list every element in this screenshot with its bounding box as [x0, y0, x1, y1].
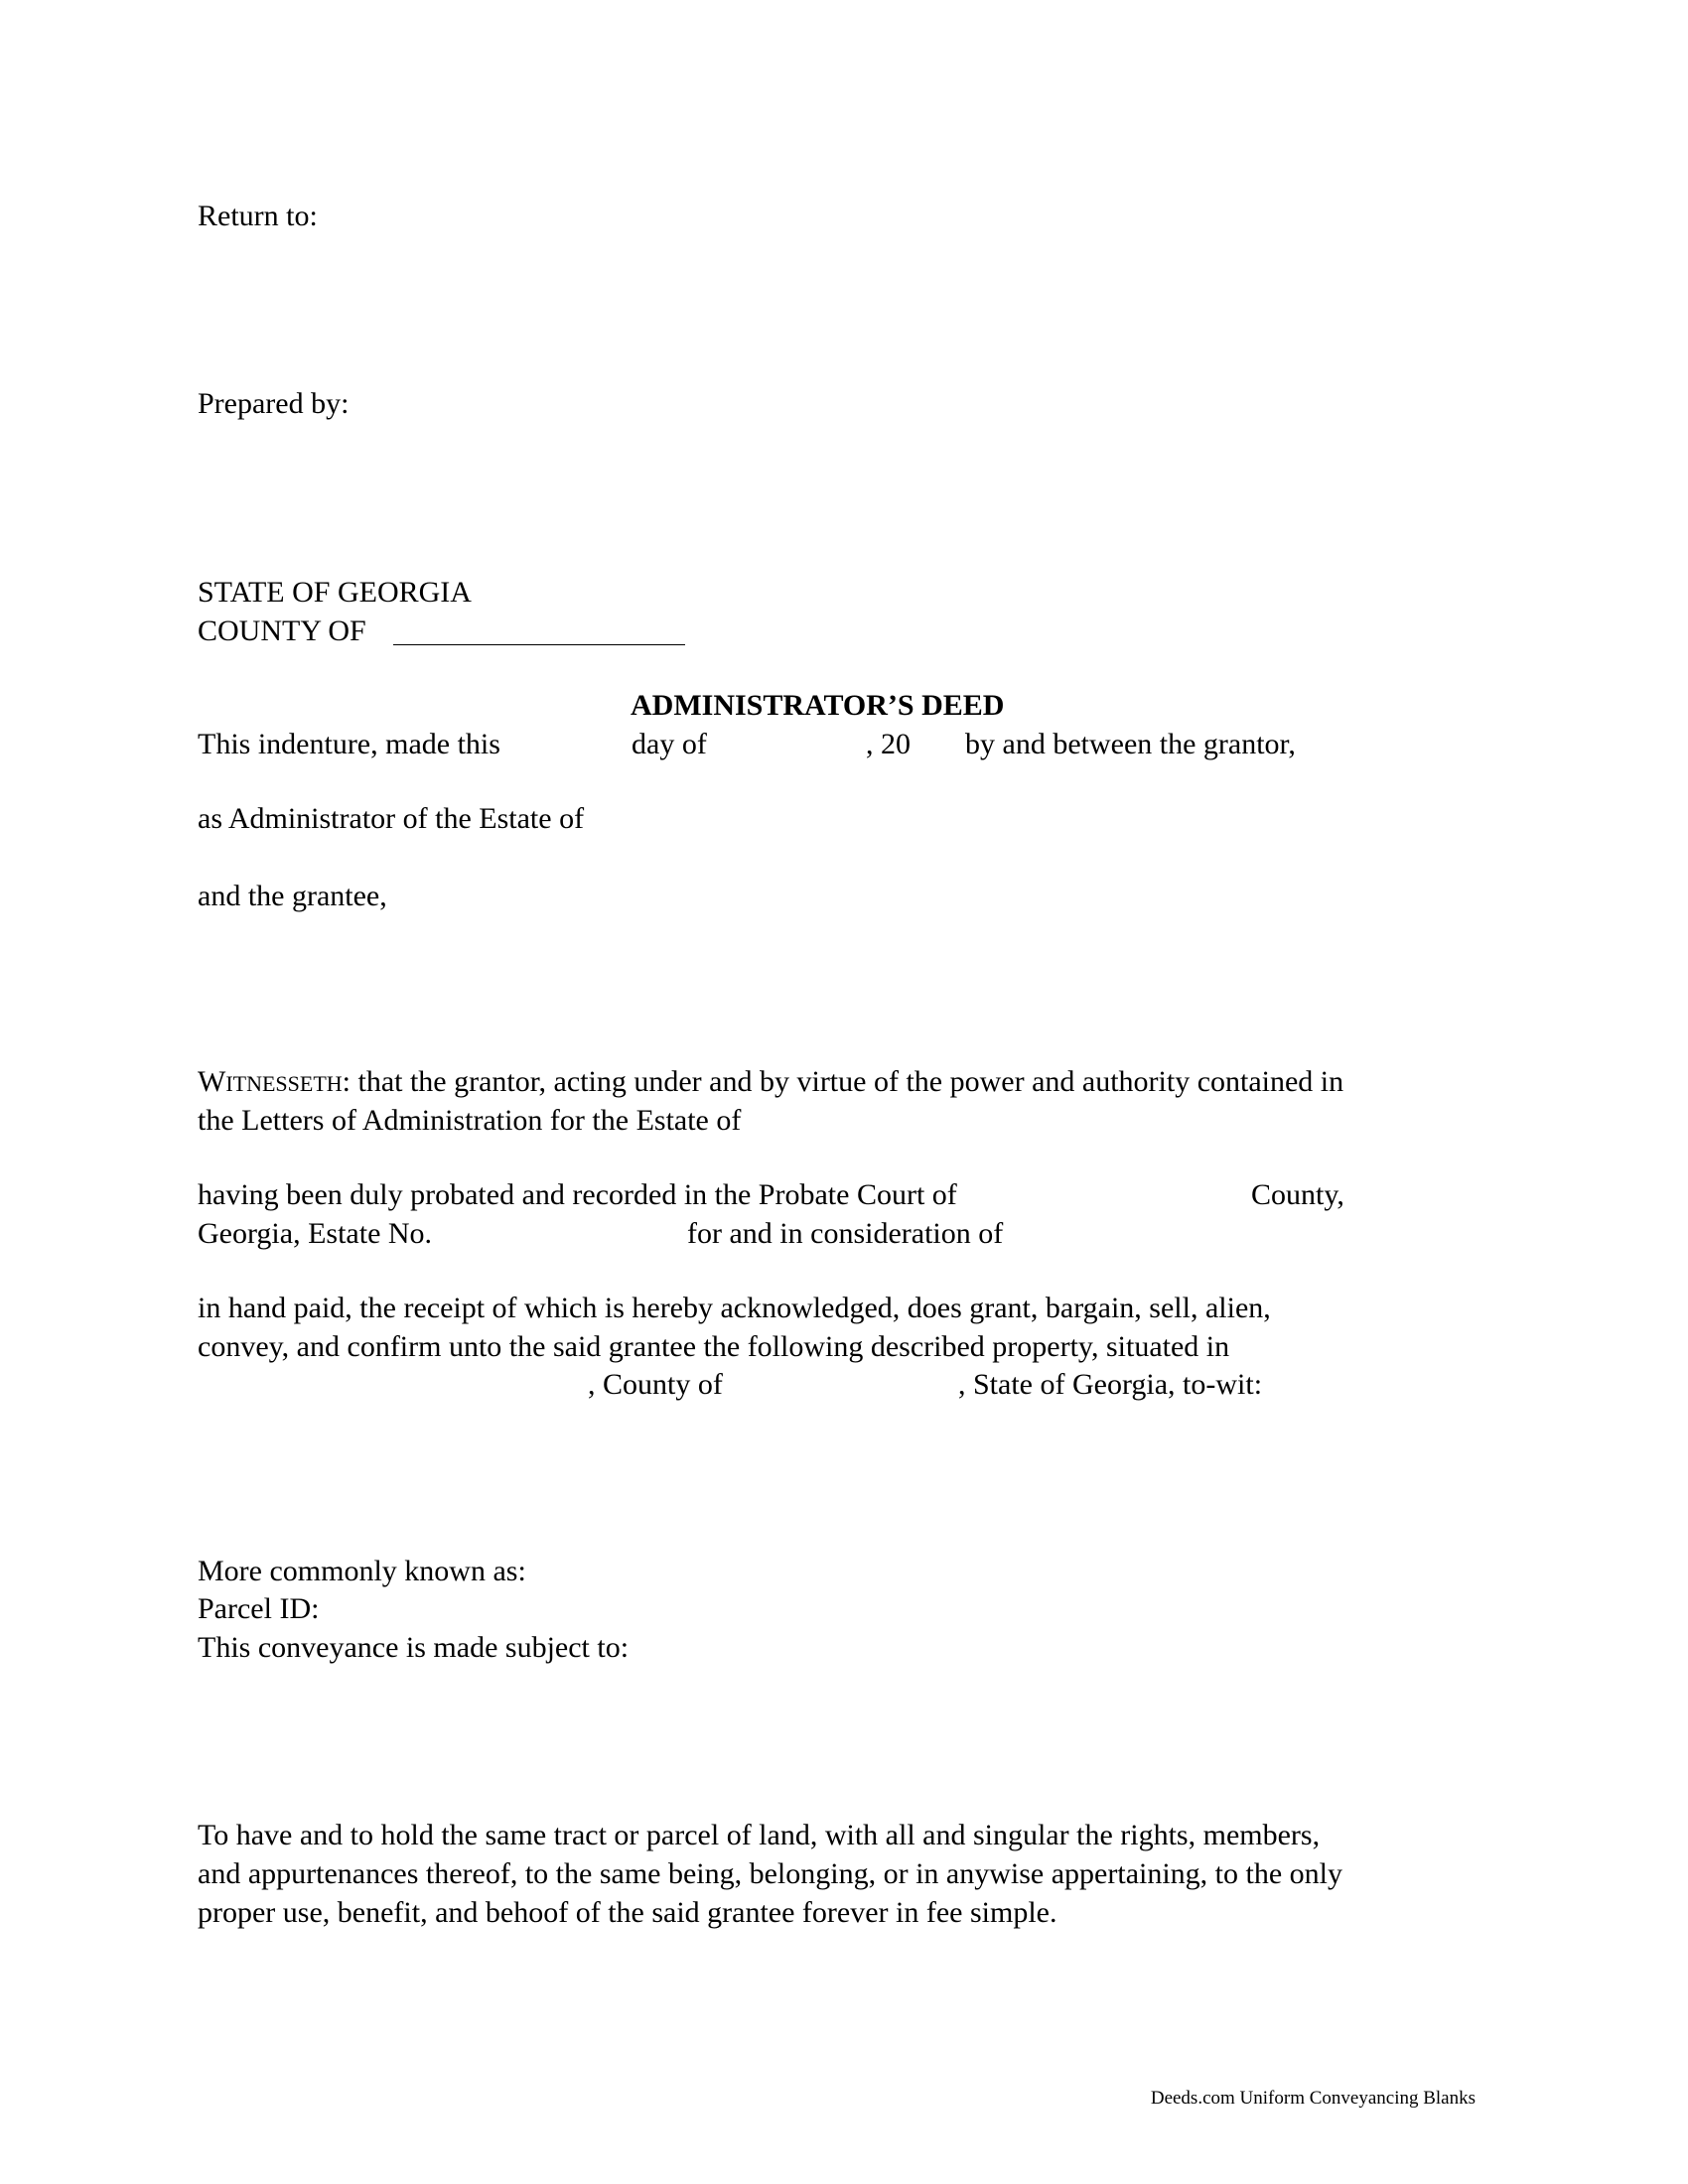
witnesseth-smallcaps: ITNESSETH [225, 1071, 343, 1096]
witnesseth-text: : that the grantor, acting under and by virtue of the power and authority contained in [342, 1065, 1344, 1098]
grantee-text: and the grantee, [198, 880, 387, 912]
as-administrator-text: as Administrator of the Estate of [198, 802, 585, 835]
county-text: County, [1251, 1178, 1344, 1211]
state-to-wit-text: , State of Georgia, to-wit: [958, 1368, 1263, 1401]
county-label: COUNTY OF [198, 614, 366, 647]
prepared-by-label: Prepared by: [198, 387, 350, 420]
consideration-text: for and in consideration of [687, 1217, 1004, 1250]
indenture-text: This indenture, made this [198, 728, 500, 760]
year-text: , 20 [866, 728, 911, 760]
probate-line: having been duly probated and recorded in the Probate Court of [198, 1178, 957, 1211]
witnesseth-line-1 [198, 1064, 1343, 1102]
state-label: STATE OF GEORGIA [198, 576, 472, 609]
witnesseth-first-letter: W [198, 1065, 226, 1098]
witnesseth-line-2: the Letters of Administration for the Estate of [198, 1104, 742, 1137]
return-to-label: Return to: [198, 200, 318, 232]
grant-line-2: convey, and confirm unto the said grantee the following described property, situated in [198, 1330, 1230, 1363]
between-text: by and between the grantor, [965, 728, 1296, 760]
parcel-id-label: Parcel ID: [198, 1592, 320, 1625]
commonly-known-label: More commonly known as: [198, 1555, 526, 1587]
subject-to-label: This conveyance is made subject to: [198, 1631, 630, 1664]
grant-line-1: in hand paid, the receipt of which is hereby acknowledged, does grant, bargain, sell, alien, [198, 1292, 1271, 1324]
habendum-line-3: proper use, benefit, and behoof of the said grantee forever in fee simple. [198, 1896, 1057, 1929]
document-title: ADMINISTRATOR’S DEED [631, 689, 1005, 722]
day-of-text: day of [632, 728, 707, 760]
county-of-text: , County of [588, 1368, 723, 1401]
county-blank-line [393, 644, 685, 645]
footer-text: Deeds.com Uniform Conveyancing Blanks [1150, 2088, 1476, 2109]
habendum-line-1: To have and to hold the same tract or parcel of land, with all and singular the rights, members, [198, 1819, 1321, 1851]
habendum-line-2: and appurtenances thereof, to the same being, belonging, or in anywise appertaining, to the only [198, 1857, 1342, 1890]
estate-no-text: Georgia, Estate No. [198, 1217, 433, 1250]
